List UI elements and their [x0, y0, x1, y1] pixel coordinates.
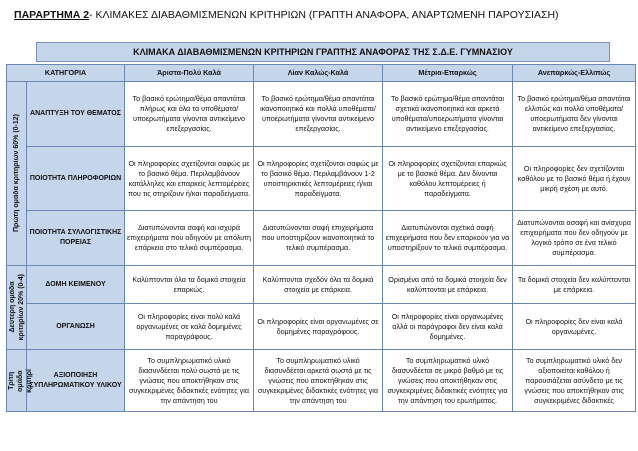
table-cell: Το βασικό ερώτημα/θέμα απαντάται σχετικά ικανοποιητικά και αρκετά υποθέματα/υποερωτήματα γίνονται αντικείμενο επεξεργασίας.: [383, 82, 513, 147]
criterion-label: ΑΝΑΠΤΥΞΗ ΤΟΥ ΘΕΜΑΤΟΣ: [27, 82, 125, 147]
document-title: [14, 9, 559, 21]
scale-banner: ΚΛΙΜΑΚΑ ΔΙΑΒΑΘΜΙΣΜΕΝΩΝ ΚΡΙΤΗΡΙΩΝ ΓΡΑΠΤΗΣ ΑΝΑΦΟΡΑΣ ΤΗΣ Σ.Δ.Ε. ΓΥΜΝΑΣΙΟΥ: [36, 42, 610, 62]
table-cell: Διατυπώνονται σαφή επιχειρήματα που υποστηρίζουν ικανοποιητικά το τελικό συμπέρασμα.: [254, 211, 383, 266]
table-cell: Οι πληροφορίες σχετίζονται σαφώς με το βασικό θέμα. Περιλαμβάνουν κατάλληλες και επαρκείς λεπτομέρειες που τις στηρίζουν ή/και παραδείγματα.: [125, 147, 254, 211]
table-row: [7, 266, 636, 304]
criterion-label: ΠΟΙΟΤΗΤΑ ΣΥΛΛΟΓΙΣΤΙΚΗΣ ΠΟΡΕΙΑΣ: [27, 211, 125, 266]
group-label-2: Δεύτερη ομάδα κριτηρίων 20% (0-4): [7, 266, 27, 350]
header-excellent: Άριστα-Πολύ Καλά: [125, 65, 254, 82]
table-cell: Οι πληροφορίες σχετίζονται σαφώς με το βασικό θέμα. Περιλαμβάνουν 1-2 υποστηρικτικές λεπτομέρειες ή/και παραδείγματα.: [254, 147, 383, 211]
header-category: ΚΑΤΗΓΟΡΙΑ: [7, 65, 125, 82]
rubric-table: [6, 64, 636, 412]
table-row: [7, 304, 636, 350]
table-row: [7, 350, 636, 412]
table-cell: Το βασικό ερώτημα/θέμα απαντάται πλήρως και όλα τα υποθέματα/υποερωτήματα γίνονται αντικείμενο επεξεργασίας.: [125, 82, 254, 147]
header-insufficient: Ανεπαρκώς-Ελλιπώς: [513, 65, 636, 82]
title-bold: ΠΑΡΑΡΤΗΜΑ 2: [14, 9, 90, 21]
table-cell: Το συμπληρωματικό υλικό διασυνδέεται αρκετά σωστά με τις γνώσεις που αποκτήθηκαν στις συγκεκριμένες διδακτικές ενότητες για την απάντηση του: [254, 350, 383, 412]
header-fair: Μέτρια-Επαρκώς: [383, 65, 513, 82]
table-cell: Το βασικό ερώτημα/θέμα απαντάται ικανοποιητικά και πολλά υποθέματα/υποερωτήματα γίνονται αντικείμενο επεξεργασίας.: [254, 82, 383, 147]
table-row: [7, 147, 636, 211]
table-cell: Οι πληροφορίες δεν είναι καλά οργανωμένες.: [513, 304, 636, 350]
table-cell: Οι πληροφορίες είναι οργανωμένες αλλά οι παράγραφοι δεν είναι καλά δομημένες.: [383, 304, 513, 350]
table-cell: Το συμπληρωματικό υλικό διασυνδέεται σε μικρό βαθμό με τις γνώσεις που αποκτήθηκαν στις συγκεκριμένες διδακτικές ενότητες για την απάντηση του ερωτήματος.: [383, 350, 513, 412]
title-rest: - ΚΛΙΜΑΚΕΣ ΔΙΑΒΑΘΜΙΣΜΕΝΩΝ ΚΡΙΤΗΡΙΩΝ (ΓΡΑΠΤΗ ΑΝΑΦΟΡΑ, ΑΝΑΡΤΩΜΕΝΗ ΠΑΡΟΥΣΙΑΣΗ): [89, 9, 559, 21]
table-cell: Καλύπτονται σχεδόν όλα τα δομικά στοιχεία με επάρκεια.: [254, 266, 383, 304]
table-row: [7, 82, 636, 147]
group-label-3: Τρίτη ομάδα κριτηρί: [7, 350, 27, 412]
criterion-label: ΑΞΙΟΠΟΙΗΣΗ ΣΥΠΛΗΡΩΜΑΤΙΚΟΥ ΥΛΙΚΟΥ: [27, 350, 125, 412]
group-label-1: Πρώτη ομάδα κριτηρίων 60% (0-12): [7, 82, 27, 266]
table-cell: Διατυπώνονται σαφή και ισχυρά επιχειρήματα που οδηγούν με απόλυτη επάρκεια στο τελικό συμπέρασμα.: [125, 211, 254, 266]
criterion-label: ΟΡΓΑΝΩΣΗ: [27, 304, 125, 350]
table-cell: Το συμπληρωματικό υλικό διασυνδέεται πολύ σωστά με τις γνώσεις που αποκτήθηκαν στις συγκεκριμένες διδακτικές ενότητες για την απάντηση του: [125, 350, 254, 412]
header-row: [7, 65, 636, 82]
table-cell: Οι πληροφορίες είναι πολύ καλά οργανωμένες σε καλά δομημένες παραγράφους.: [125, 304, 254, 350]
table-cell: Καλύπτονται όλα τα δομικά στοιχεία επαρκώς.: [125, 266, 254, 304]
table-cell: Ορισμένα από τα δομικά στοιχεία δεν καλύπτονται με επάρκεια.: [383, 266, 513, 304]
table-cell: Το βασικό ερώτημα/θέμα απαντάται ελλιπώς και πολλά υποθέματα/υποερωτήματα δεν γίνονται αντικείμενο επεξεργασίας.: [513, 82, 636, 147]
table-cell: Διατυπώνονται σχετικά σαφή επιχειρήματα που δεν επαρκούν για να υποστηρίξουν το τελικό συμπέρασμα.: [383, 211, 513, 266]
header-very-good: Λίαν Καλώς-Καλά: [254, 65, 383, 82]
table-cell: Τα δομικά στοιχεία δεν καλύπτονται με επάρκεια.: [513, 266, 636, 304]
table-cell: Το συμπληρωματικό υλικό δεν αξιοποιείται καθόλου ή παρουσιάζεται ασύνδετο με τις γνώσεις που αποκτήθηκαν στις συγκεκριμένες διδακτικές: [513, 350, 636, 412]
table-cell: Οι πληροφορίες σχετίζονται επαρκώς με το βασικό θέμα. Δεν δίνονται καθόλου λεπτομέρειες ή παραδείγματα.: [383, 147, 513, 211]
table-cell: Διατυπώνονται ασαφή και ανίσχυρα επιχειρήματα που δεν οδηγούν με λογικό τρόπο σε ένα τελικό συμπέρασμα.: [513, 211, 636, 266]
criterion-label: ΠΟΙΟΤΗΤΑ ΠΛΗΡΟΦΟΡΙΩΝ: [27, 147, 125, 211]
table-cell: Οι πληροφορίες είναι οργανωμένες σε δομημένες παραγράφους.: [254, 304, 383, 350]
table-cell: Οι πληροφορίες δεν σχετίζονται καθόλου με το βασικό θέμα ή έχουν μικρή σχέση με αυτό.: [513, 147, 636, 211]
criterion-label: ΔΟΜΗ ΚΕΙΜΕΝΟΥ: [27, 266, 125, 304]
table-row: [7, 211, 636, 266]
